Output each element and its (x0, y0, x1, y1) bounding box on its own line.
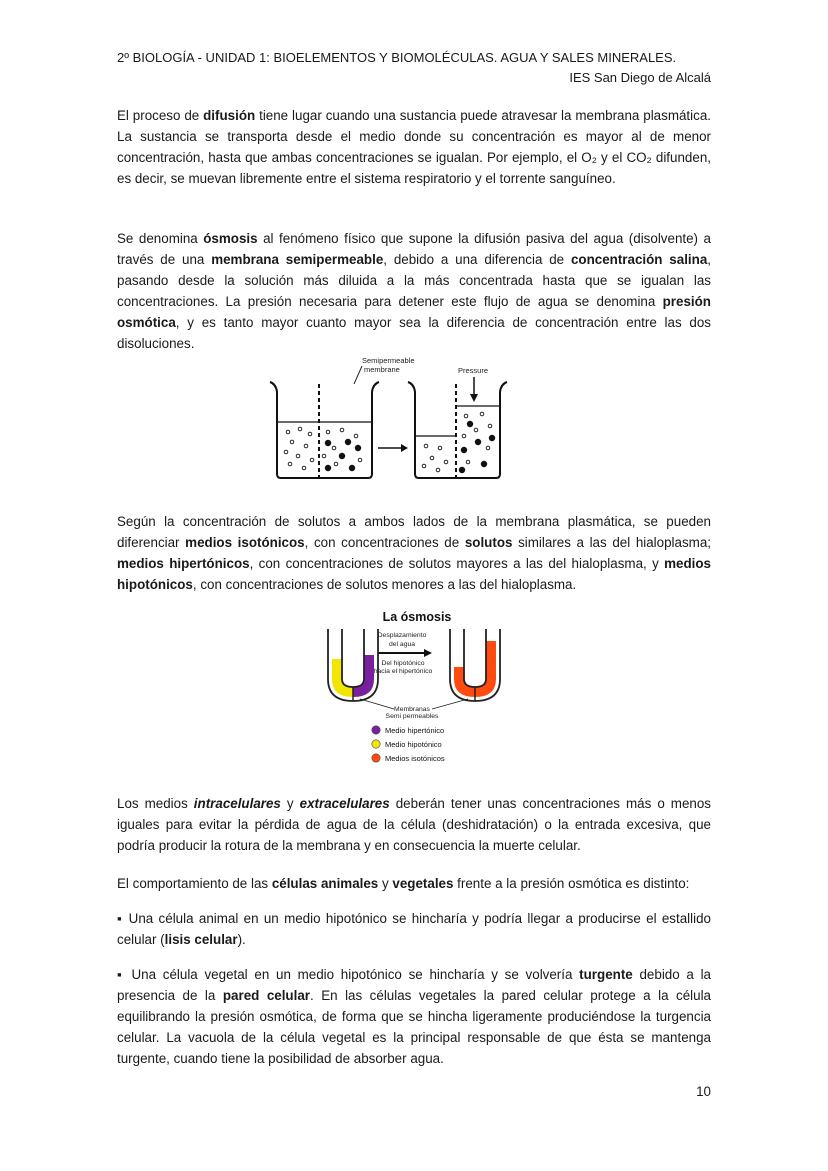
membrane-label-2: Semi permeables (385, 713, 439, 720)
legend-swatch-hypotonic (372, 740, 380, 748)
legend-label-hypertonic: Medio hipertónico (385, 726, 445, 735)
text: , y es tanto mayor cuanto mayor sea la diferencia de concentración entre las dos disoluciones. (117, 315, 711, 351)
legend-swatch-isotonic (372, 754, 380, 762)
text: deberán tener unas concentraciones más o menos iguales para evitar la pérdida de agua de la célula (deshidratación) o la entrada excesiva, que podría producir la rotura de la membrana y en consecuencia la muerte celular. (117, 796, 711, 853)
term-medios-isotonicos: medios isotónicos (185, 535, 305, 550)
solute-small-left (284, 427, 362, 470)
term-intracelulares: intracelulares (193, 796, 281, 811)
figure-title: La ósmosis (382, 610, 452, 624)
membrane-label-2: membrane (364, 365, 400, 374)
solute-large-left (325, 439, 361, 471)
text: , con concentraciones de solutos menores a las del hialoplasma. (192, 577, 577, 592)
text: al fenómeno físico que supone la difusión pasiva del agua (disolvente) a través de una (117, 231, 711, 267)
text: frente a la presión osmótica es distinto: (453, 876, 690, 891)
text: ). (237, 932, 246, 947)
text: ▪ Una célula animal en un medio hipotónico se hincharía y podría llegar a producirse el estallido celular ( (117, 911, 711, 947)
term-presion-osmotica: presión osmótica (117, 294, 711, 330)
term-concentracion-salina: concentración salina (570, 252, 708, 267)
text: , con concentraciones de solutos mayores a las del hialoplasma, y (249, 556, 665, 571)
membrane-pointer-left (360, 699, 394, 709)
beaker-right (408, 382, 507, 478)
text: , con concentraciones de (304, 535, 465, 550)
header-title: 2º BIOLOGÍA - UNIDAD 1: BIOELEMENTOS Y BIOMOLÉCULAS. AGUA Y SALES MINERALES. (117, 50, 677, 65)
text: , pasando desde la solución más diluida a la más concentrada hasta que se igualan las concentraciones. La presión necesaria para detener este flujo de agua se denomina (117, 252, 712, 309)
text: ▪ Una célula vegetal en un medio hipotónico se hincharía y se volvería (117, 967, 580, 982)
text: El proceso de (117, 108, 204, 123)
transition-arrowhead (401, 444, 408, 452)
legend-label-hypotonic: Medio hipotónico (385, 740, 442, 749)
paragraph-celula-vegetal (117, 964, 711, 1069)
text: y (280, 796, 300, 811)
legend-swatch-hypertonic (372, 726, 380, 734)
text: . En las células vegetales la pared celular protege a la célula equilibrando la presión osmótica, de forma que se hincha ligeramente produciéndose la turgencia celular. La vacuola de la célula vegetal es la principal responsable de que ésta se mantenga turgente, cuando tiene la posibilidad de absorber agua. (117, 988, 712, 1066)
term-osmosis: ósmosis (203, 231, 258, 246)
paragraph-celula-animal (117, 908, 711, 950)
osmosis-u-tube-figure (322, 607, 512, 773)
paragraph-osmosis (117, 228, 711, 354)
text: Se denomina (117, 231, 204, 246)
term-vegetales: vegetales (392, 876, 454, 891)
text: El comportamiento de las (117, 876, 272, 891)
osmosis-beaker-figure (262, 352, 512, 484)
water-flow-arrowhead (424, 649, 432, 657)
arrow-label-top-1: Desplazamiento (377, 632, 427, 639)
term-pared-celular: pared celular (222, 988, 310, 1003)
text: y (378, 876, 393, 891)
text: Según la concentración de solutos a ambos lados de la membrana plasmática, se pueden diferenciar (117, 514, 711, 550)
term-medios-hipertonicos: medios hipertónicos (117, 556, 250, 571)
header-school: IES San Diego de Alcalá (569, 70, 711, 85)
text: , debido a una diferencia de (383, 252, 571, 267)
membrane-pointer-right (432, 699, 468, 709)
term-medios-hipotonicos: medios hipotónicos (117, 556, 711, 592)
arrow-label-bottom-1: Del hipotónico (381, 660, 425, 667)
text: tiene lugar cuando una sustancia puede atravesar la membrana plasmática. La sustancia se transporta desde el medio donde su concentración es mayor al de menor concentración, hasta que ambas concentraciones se igualan. Por ejemplo, el O₂ y el CO₂ difunden, es decir, se muevan libremente entre el sistema respiratorio y el torrente sanguíneo. (117, 108, 711, 186)
pressure-label: Pressure (458, 366, 489, 375)
pressure-arrowhead (470, 394, 478, 402)
term-membrana-semipermeable: membrana semipermeable (211, 252, 384, 267)
term-celulas-animales: células animales (271, 876, 379, 891)
beaker-left (270, 382, 379, 478)
term-difusion: difusión (203, 108, 256, 123)
arrow-label-bottom-2: hacia el hipertónico (373, 668, 433, 675)
term-extracelulares: extracelulares (299, 796, 390, 811)
legend-label-isotonic: Medios isotónicos (385, 754, 445, 763)
term-solutos: solutos (464, 535, 513, 550)
paragraph-medios-intra-extra (117, 793, 711, 856)
page-header (117, 48, 711, 88)
paragraph-comportamiento (117, 873, 711, 894)
term-lisis-celular: lisis celular (164, 932, 238, 947)
membrane-label-1: Membranas (394, 706, 430, 713)
text: debido a la presencia de la (117, 967, 712, 1003)
arrow-label-top-2: del agua (388, 641, 416, 648)
membrane-pointer (354, 366, 362, 384)
text: similares a las del hialoplasma; (512, 535, 711, 550)
text: Los medios (117, 796, 194, 811)
term-turgente: turgente (579, 967, 633, 982)
membrane-label-1: Semipermeable (362, 356, 415, 365)
page-number: 10 (696, 1084, 711, 1099)
paragraph-medios (117, 511, 711, 595)
paragraph-difusion (117, 105, 711, 189)
